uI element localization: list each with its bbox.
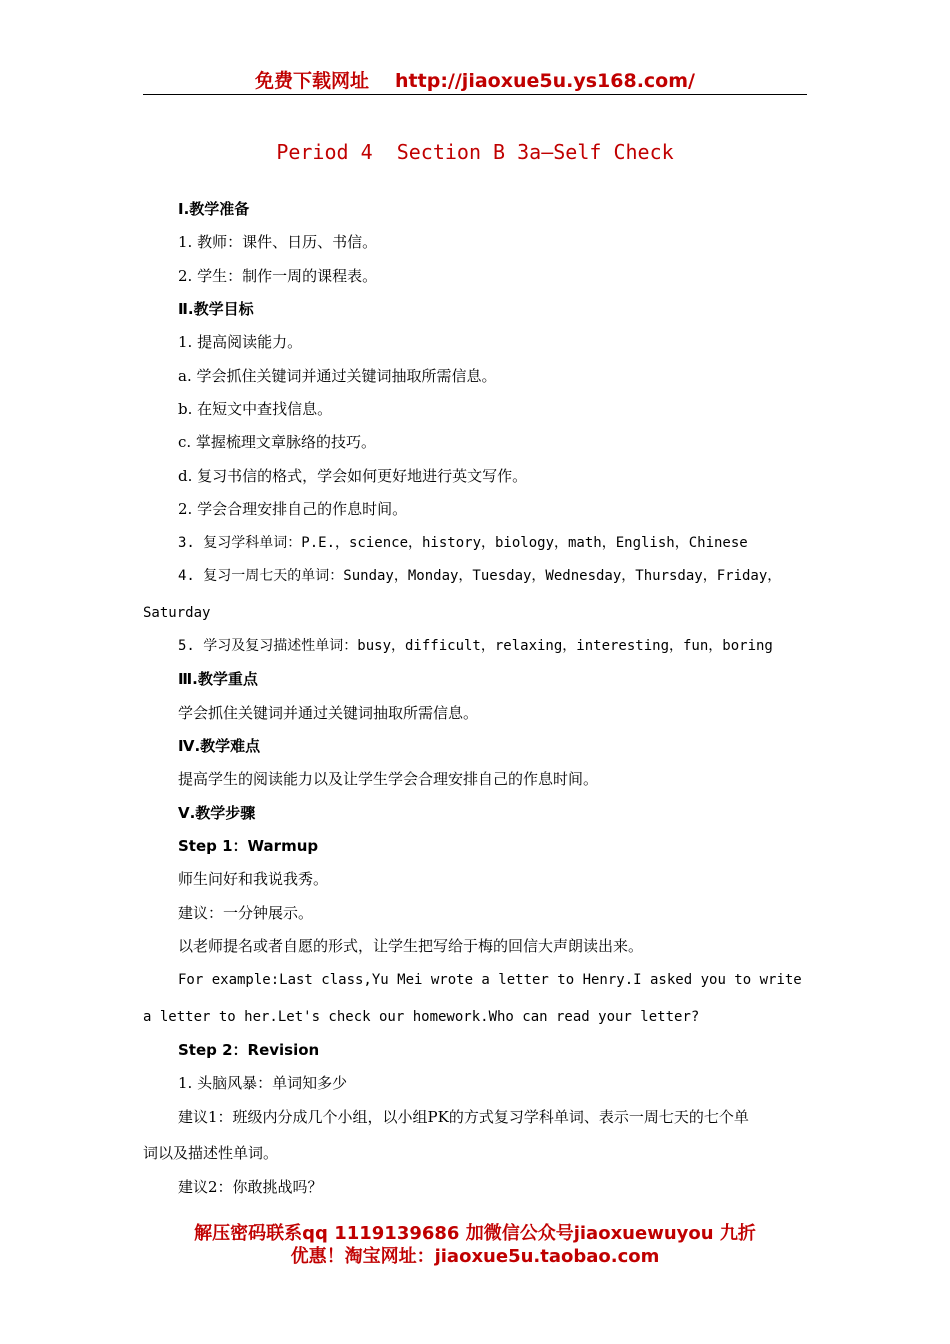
- text-line: b. 在短文中查找信息。: [178, 400, 333, 418]
- page-title: Period 4 Section B 3a—Self Check: [276, 140, 674, 164]
- text-line: 2. 学生：制作一周的课程表。: [178, 267, 378, 285]
- header-url-link[interactable]: http://jiaoxue5u.ys168.com/: [395, 70, 695, 92]
- section-heading-4: Ⅳ.教学难点: [178, 737, 261, 755]
- step-heading-2: Step 2：Revision: [178, 1041, 320, 1059]
- text-line: 5. 学习及复习描述性单词：busy，difficult，relaxing，interesting，fun，boring: [178, 638, 773, 654]
- section-heading-2: Ⅱ.教学目标: [178, 300, 254, 318]
- text-line: 3. 复习学科单词：P.E.，science，history，biology，math，English，Chinese: [178, 535, 748, 551]
- text-line: For example:Last class,Yu Mei wrote a letter to Henry.I asked you to write: [178, 972, 802, 988]
- text-line: 1. 头脑风暴：单词知多少: [178, 1074, 348, 1092]
- header-label: 免费下载网址: [255, 70, 370, 92]
- text-line: c. 掌握梳理文章脉络的技巧。: [178, 433, 376, 451]
- text-line: Saturday: [143, 605, 211, 621]
- text-line: a. 学会抓住关键词并通过关键词抽取所需信息。: [178, 367, 497, 385]
- text-line: 提高学生的阅读能力以及让学生学会合理安排自己的作息时间。: [178, 770, 599, 788]
- text-line: 1. 教师：课件、日历、书信。: [178, 233, 378, 251]
- text-line: 4. 复习一周七天的单词：Sunday，Monday，Tuesday，Wednesday，Thursday，Friday，: [178, 568, 782, 584]
- text-line: 1. 提高阅读能力。: [178, 333, 303, 351]
- section-heading-3: Ⅲ.教学重点: [178, 670, 258, 688]
- site-header: [143, 66, 807, 95]
- text-line: 建议：一分钟展示。: [178, 904, 314, 922]
- text-line: 建议1：班级内分成几个小组，以小组PK的方式复习学科单词、表示一周七天的七个单: [178, 1108, 749, 1126]
- text-line: 2. 学会合理安排自己的作息时间。: [178, 500, 408, 518]
- step-heading-1: Step 1：Warmup: [178, 837, 319, 855]
- text-line: 以老师提名或者自愿的形式，让学生把写给于梅的回信大声朗读出来。: [178, 937, 644, 955]
- text-line: 词以及描述性单词。: [143, 1144, 279, 1162]
- text-line: 学会抓住关键词并通过关键词抽取所需信息。: [178, 704, 479, 722]
- text-line: 建议2：你敢挑战吗？: [178, 1178, 323, 1196]
- text-line: a letter to her.Let's check our homework.Who can read your letter?: [143, 1009, 700, 1025]
- section-heading-1: Ⅰ.教学准备: [178, 200, 250, 218]
- footer-line-2: 优惠！淘宝网址：jiaoxue5u.taobao.com: [290, 1246, 660, 1267]
- text-line: 师生问好和我说我秀。: [178, 870, 329, 888]
- section-heading-5: Ⅴ.教学步骤: [178, 804, 256, 822]
- text-line: d. 复习书信的格式，学会如何更好地进行英文写作。: [178, 467, 528, 485]
- footer-line-1: 解压密码联系qq 1119139686 加微信公众号jiaoxuewuyou 九折: [194, 1223, 756, 1244]
